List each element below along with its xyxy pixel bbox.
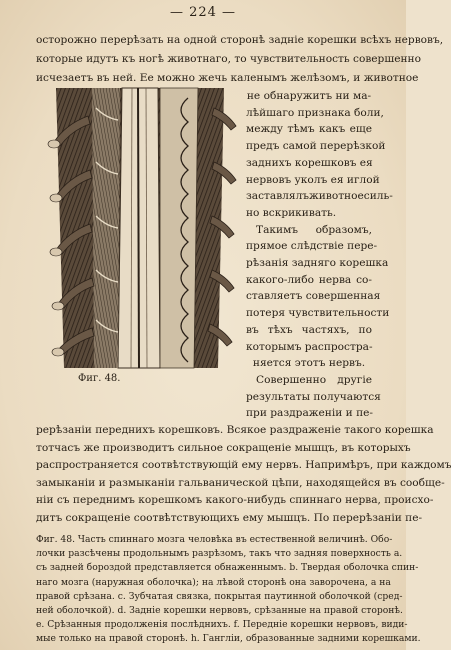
body-line: дитъ сокращеніе соотвѣтствующихъ ему мышцъ. По перерѣзаніи пе- <box>36 511 423 524</box>
page-number: — 224 — <box>169 5 237 20</box>
body-line: заставлялъживотноесиль- <box>246 190 393 203</box>
caption-line: ней оболочкой). d. Задніе корешки нервовъ, срѣзанные на правой сторонѣ. <box>36 605 403 616</box>
body-line: но вскрикивать. <box>246 206 337 219</box>
body-line: рѣзанія задняго корешка <box>246 257 389 269</box>
caption-line: съ задней бороздой представляется обнаженнымъ. b. Твердая оболочка спин- <box>36 562 419 574</box>
body-line: ставляетъ совершенная <box>246 290 381 303</box>
body-line: потеря чувствительности <box>246 307 390 320</box>
body-line: при раздраженіи и пе- <box>246 407 373 420</box>
body-line: няется этотъ нервъ. <box>252 357 366 370</box>
body-line: въ тѣхъ частяхъ, по <box>246 323 372 336</box>
body-line: ніи съ переднимъ корешкомъ какого-нибудь спиннаго нерва, происхо- <box>36 494 434 506</box>
body-line: заднихъ корешковъ ея <box>246 156 373 169</box>
body-line: результаты получаются <box>246 390 381 403</box>
body-line: лѣйшаго признака боли, <box>246 106 384 119</box>
body-line: которымъ распростра- <box>246 340 373 353</box>
caption-line: лочки разсѣчены продольнымъ разрѣзомъ, такъ что задняя поверхность a. <box>36 548 403 560</box>
body-line: Совершенно другіе <box>256 373 372 386</box>
body-line: замыканіи и размыканіи гальванической цѣпи, находящейся въ сообще- <box>36 476 445 489</box>
caption-line: e. Срѣзанныя продолженія послѣднихъ. f. Передніе корешки нервовъ, види- <box>36 619 408 631</box>
body-line: распространяется соотвѣтствующій ему нервъ. Напримѣръ, при каждомъ <box>36 459 451 471</box>
caption-line: правой срѣзана. c. Зубчатая связка, покрытая паутинной оболочкой (сред- <box>36 590 403 602</box>
body-line: какого-либо нерва со- <box>246 273 372 286</box>
body-line: осторожно перерѣзать на одной сторонѣ задніе корешки всѣхъ нервовъ, <box>36 34 444 46</box>
body-line: тотчасъ же производитъ сильное сокращеніе мышцъ, въ которыхъ <box>36 441 411 454</box>
figure-label: Фиг. 48. <box>78 373 121 384</box>
spinal-cord-illustration <box>48 88 240 368</box>
caption-line: мые только на правой сторонѣ. h. Гангліи, образованные задними корешками. <box>36 633 421 645</box>
caption-line: Фиг. 48. Часть спиннаго мозга человѣка въ естественной величинѣ. Обо- <box>36 534 393 545</box>
body-line: между тѣмъ какъ еще <box>246 123 372 136</box>
body-line: прямое слѣдствіе пере- <box>246 240 378 253</box>
body-line: которые идутъ къ ногѣ животнаго, то чувствительность совершенно <box>36 53 421 65</box>
body-line: нервовъ уколъ ея иглой <box>246 173 380 186</box>
body-line: Такимъ образомъ, <box>256 223 372 236</box>
body-line: не обнаружитъ ни ма- <box>246 90 372 102</box>
caption-line: наго мозга (наружная оболочка); на лѣвой сторонѣ она заворочена, а на <box>36 576 391 588</box>
body-line: предъ самой перерѣзкой <box>246 140 386 153</box>
body-line: исчезаетъ въ ней. Ее можно жечь каленымъ желѣзомъ, и животное <box>36 72 419 84</box>
body-line: рерѣзаніи переднихъ корешковъ. Всякое раздраженіе такого корешка <box>36 424 434 436</box>
